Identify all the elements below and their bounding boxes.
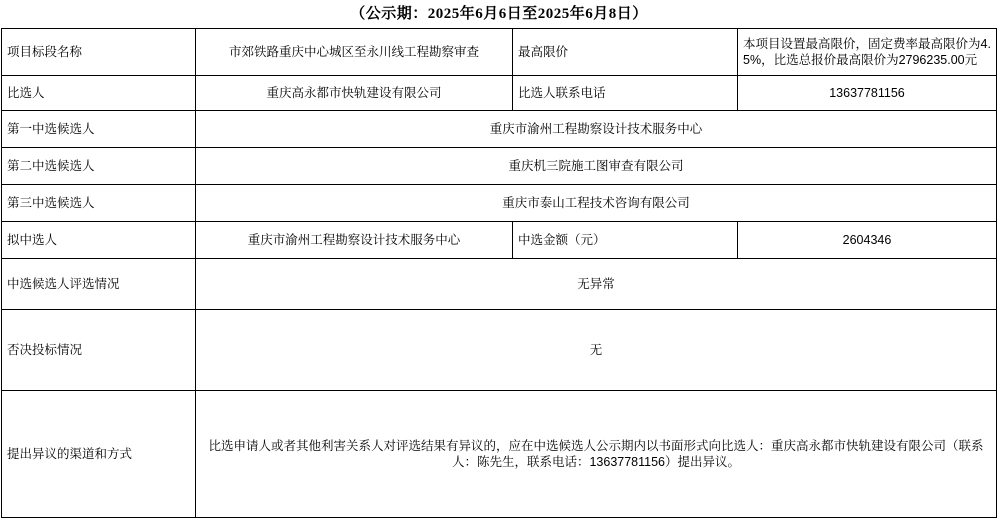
table-body [2, 29, 997, 518]
third-candidate-label: 第三中选候选人 [2, 185, 196, 222]
veto-label: 否决投标情况 [2, 310, 196, 391]
objection-value: 比选申请人或者其他利害关系人对评选结果有异议的，应在中选候选人公示期内以书面形式向比选人：重庆高永都市快轨建设有限公司（联系人：陈先生，联系电话：13637781156）提出异议。 [196, 391, 997, 518]
candidate-notice-table [1, 28, 997, 518]
table-row [2, 76, 997, 111]
third-candidate-value: 重庆市泰山工程技术咨询有限公司 [196, 185, 997, 222]
table-row [2, 185, 997, 222]
first-candidate-value: 重庆市渝州工程勘察设计技术服务中心 [196, 111, 997, 148]
evaluation-value: 无异常 [196, 259, 997, 310]
project-name-value: 市郊铁路重庆中心城区至永川线工程勘察审查 [196, 29, 513, 76]
objection-label: 提出异议的渠道和方式 [2, 391, 196, 518]
evaluation-label: 中选候选人评选情况 [2, 259, 196, 310]
proposed-winner-label: 拟中选人 [2, 222, 196, 259]
table-row [2, 222, 997, 259]
max-price-label: 最高限价 [513, 29, 738, 76]
table-row [2, 111, 997, 148]
second-candidate-value: 重庆机三院施工图审查有限公司 [196, 148, 997, 185]
table-row [2, 391, 997, 518]
bidder-phone-value: 13637781156 [738, 76, 997, 111]
table-row [2, 310, 997, 391]
table-row [2, 29, 997, 76]
first-candidate-label: 第一中选候选人 [2, 111, 196, 148]
amount-value: 2604346 [738, 222, 997, 259]
bidder-label: 比选人 [2, 76, 196, 111]
proposed-winner-value: 重庆市渝州工程勘察设计技术服务中心 [196, 222, 513, 259]
veto-value: 无 [196, 310, 997, 391]
bidder-phone-label: 比选人联系电话 [513, 76, 738, 111]
bidder-value: 重庆高永都市快轨建设有限公司 [196, 76, 513, 111]
max-price-value: 本项目设置最高限价，固定费率最高限价为4.5%，比选总报价最高限价为2796235.00元 [738, 29, 997, 76]
amount-label: 中选金额（元） [513, 222, 738, 259]
notice-period: （公示期：2025年6月6日至2025年6月8日） [350, 6, 648, 22]
table-row [2, 259, 997, 310]
table-row [2, 148, 997, 185]
second-candidate-label: 第二中选候选人 [2, 148, 196, 185]
project-name-label: 项目标段名称 [2, 29, 196, 76]
